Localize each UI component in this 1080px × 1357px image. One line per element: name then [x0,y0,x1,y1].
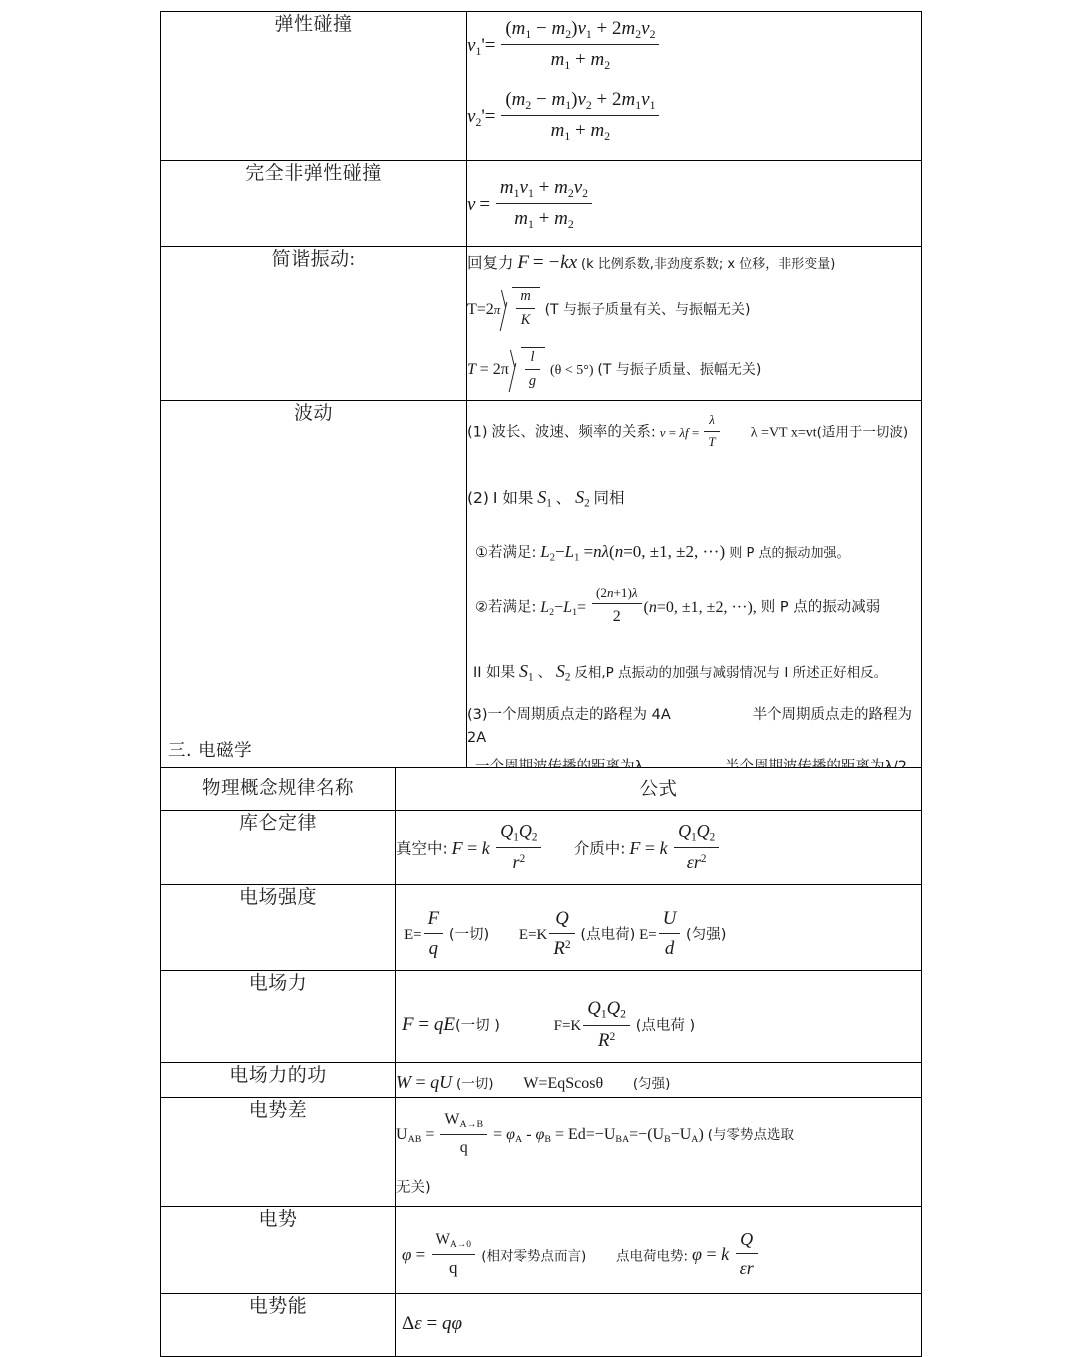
wave-item1-extra: λ =VT x=vt [750,425,817,441]
efield-note-2: (点电荷) [580,926,636,943]
row-name-elastic-collision: 弹性碰撞 [161,12,467,161]
wave-item-2: (2) I 如果 S1 、 S2 同相 [467,486,625,510]
wave-cond1-result: 则 P 点的振动加强。 [729,545,850,561]
table-header-row [161,768,922,811]
restoring-force-note: (k 比例系数,非劲度系数; x 位移，非形变量) [581,257,836,272]
formula-spring-period: T=2π $\frac{m}{K}$ (T 与振子质量有关、与振幅无关) [467,287,921,334]
pendulum-condition: (θ < 5°) [549,363,594,379]
coulomb-vacuum-label: 真空中: [396,839,448,858]
wave-item-1: (1) 波长、波速、频率的关系: v = λf = $\frac{\lambda}{T}$ λ =VT x=vt(适用于一切波) [467,412,909,450]
table-row [161,401,922,781]
row-formula-electric-field-strength: E= $\frac{F}{q}$ (一切) E=K $\frac{Q}{R^2}$ (点电荷) E= $\frac{U}{d}$ (匀强) [396,884,922,970]
wave-item3-label: (3) [467,707,488,724]
formula-v-combined: v = $\frac{m1v1 + m2v2}{m1 + m2}$ [467,177,921,236]
formula-pendulum-period: T = 2π $\frac{l}{g}$ (θ < 5°) (T 与振子质量、振幅无关) [467,347,921,394]
wave-item1-note: (适用于一切波) [816,424,909,441]
point-charge-potential-label: 点电荷电势: [616,1248,689,1265]
wave-item2-label: (2) [467,488,489,507]
potential-diff-note-2: 无关) [396,1180,431,1197]
table-row [161,884,922,970]
coulomb-medium-label: 介质中: [573,839,626,858]
row-name-perfectly-inelastic-collision: 完全非弹性碰撞 [161,161,467,247]
wave-item2-sep: 、 [555,488,572,507]
table-row [161,12,922,161]
row-formula-work-of-electric-force: W = qU (一切) W=EqScosθ (匀强) [396,1062,922,1097]
row-name-electric-force: 电场力 [161,971,396,1063]
mechanics-formula-table [160,11,922,782]
wave-cond1-label: ①若满足: [475,544,537,561]
row-name-coulomb-law: 库仑定律 [161,811,396,885]
wave-item2-text-c: 同相 [593,488,625,507]
table-row [161,1062,922,1097]
table-row [161,161,922,247]
wave-item1-label: (1) [467,424,488,441]
table-row [161,1098,922,1206]
wave-cond2-label: ②若满足: [475,599,537,616]
wave-condition-1: ①若满足: L2−L1 =nλ(n=0, ±1, ±2, ···) 则 P 点的振动加强。 [475,541,850,563]
row-name-potential-difference: 电势差 [161,1098,396,1206]
row-formula-coulomb-law: 真空中: F = k $\frac{Q1Q2}{r^2}$ 介质中: F = k $\frac{Q1Q2}{\varepsilon r^2}$ [396,811,922,885]
row-formula-wave-motion [467,401,922,781]
work-note-2: (匀强) [632,1075,671,1092]
row-formula-perfectly-inelastic-collision [467,161,922,247]
wave-condition-2: ②若满足: L2−L1= $\frac{(2n+1)\lambda}{2}$ (n=0, ±1, ±2, ···), 则 P 点的振动减弱 [475,584,881,625]
row-name-wave-motion: 波动 [161,401,467,781]
restoring-force-label: 回复力 [467,254,514,272]
efield-note-3: (匀强) [686,926,727,943]
wave-cond2-result: 则 P 点的振动减弱 [760,599,881,616]
wave-item2-II-tail: 反相,P 点振动的加强与减弱情况与 I 所述正好相反。 [574,665,888,682]
potential-diff-note-1: (与零势点选取 [707,1127,795,1144]
header-cell-concept-name: 物理概念规律名称 [161,768,396,811]
wave-item-3-line1 [467,704,921,749]
row-name-electric-field-strength: 电场强度 [161,884,396,970]
formula-v1-prime: v1'= $\frac{(m1 - m2)v1 + 2m2v2}{m1 + m2}$ [467,18,921,77]
pendulum-period-note: (T 与振子质量、振幅无关) [597,362,762,379]
table-row [161,1293,922,1356]
wave-item1-text: 波长、波速、频率的关系: [491,424,656,441]
row-formula-electric-potential: φ = $\frac{WA\to 0}{q}$ (相对零势点而言) 点电荷电势: φ = k $\frac{Q}{\varepsilon r}$ [396,1206,922,1293]
wave-item3-line1-left: 一个周期质点走的路程为 4A [487,707,671,724]
work-formula-2: W=EqScosθ [523,1074,604,1092]
formula-v2-prime: v2'= $\frac{(m2 - m1)v2 + 2m1v1}{m1 + m2}$ [467,89,921,148]
table-row [161,811,922,885]
efield-note-1: (一切) [448,926,490,943]
row-name-electric-potential-energy: 电势能 [161,1293,396,1356]
potential-note-1: (相对零势点而言) [481,1248,587,1265]
formula-restoring-force: 回复力 F = −kx (k 比例系数,非劲度系数; x 位移，非形变量) [467,252,836,273]
row-name-work-of-electric-force: 电场力的功 [161,1062,396,1097]
wave-item2-text-a: I 如果 [492,488,534,507]
electromagnetics-formula-table [160,767,922,1357]
row-formula-elastic-collision [467,12,922,161]
table-row [161,1206,922,1293]
wave-item-2-II: II 如果 S1 、 S2 反相,P 点振动的加强与减弱情况与 I 所述正好相反。 [473,661,888,685]
row-formula-electric-potential-energy: Δε = qφ [396,1293,922,1356]
eforce-note-1: (一切 ) [454,1018,500,1035]
spring-period-note: (T 与振子质量有关、与振幅无关) [544,301,751,318]
eforce-note-2: (点电荷 ) [635,1018,696,1035]
section-heading-electromagnetics: 三. 电磁学 [168,741,253,761]
row-name-electric-potential: 电势 [161,1206,396,1293]
wave-item2-II-sep: 、 [537,665,552,682]
wave-item3-line1-right: 半个周期质点走的路程为 2A [467,707,913,746]
header-cell-formula: 公式 [396,768,922,811]
wave-item2-II-label: II 如果 [473,665,516,682]
work-note-1: (一切) [456,1075,494,1092]
table-row [161,247,922,401]
row-formula-electric-force: F = qE(一切 ) F=K $\frac{Q1Q2}{R^2}$ (点电荷 ) [396,971,922,1063]
row-formula-potential-difference: UAB = $\frac{WA\to B}{q}$ = φA - φB = Ed=−UBA=−(UB−UA) (与零势点选取 无关) [396,1098,922,1206]
table-row [161,971,922,1063]
row-name-simple-harmonic-motion: 简谐振动: [161,247,467,401]
row-formula-simple-harmonic-motion [467,247,922,401]
